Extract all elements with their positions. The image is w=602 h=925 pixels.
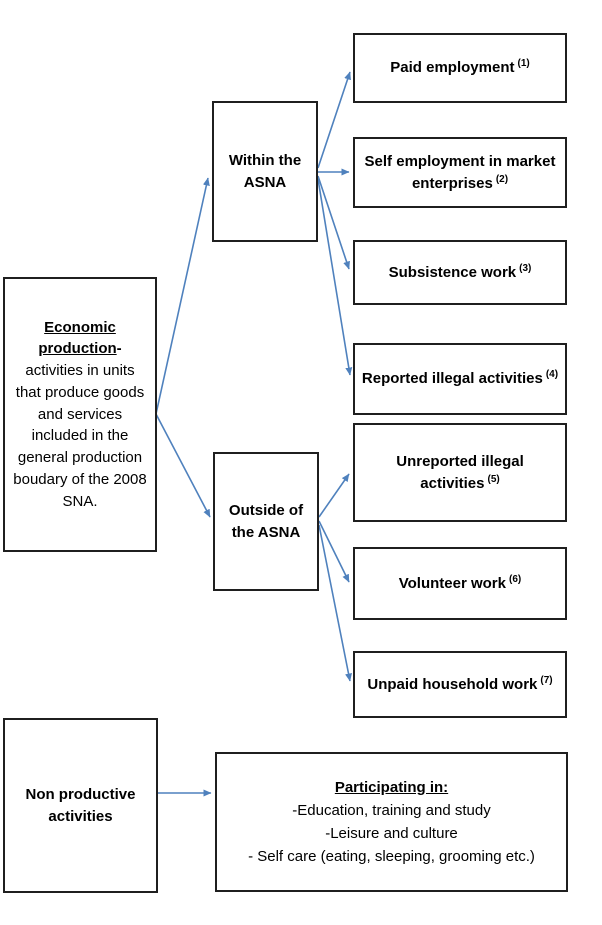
volunteer-work-text <box>399 573 521 595</box>
subsistence-work-text <box>389 262 532 284</box>
node-subsistence-work <box>353 240 567 305</box>
node-non-productive-activities <box>3 718 158 893</box>
node-unpaid-household-work <box>353 651 567 718</box>
arrow-within-to-subsistence-work <box>318 176 349 269</box>
within-asna-label: Within the ASNA <box>228 151 302 191</box>
non-productive-label: Non productive activities <box>25 785 136 825</box>
unreported-illegal-ref: (5) <box>487 473 500 485</box>
node-volunteer-work <box>353 547 567 620</box>
volunteer-work-label: Volunteer work <box>398 574 506 592</box>
participating-item-education: -Education, training and study <box>292 801 491 819</box>
self-employment-ref: (2) <box>495 173 509 185</box>
node-paid-employment <box>353 33 567 103</box>
economic-production-body: activities in units that produce goods and services included in the general production boudary of the 2008 SNA. <box>13 362 147 510</box>
participating-item-self-care: - Self care (eating, sleeping, grooming etc.) <box>248 848 535 866</box>
arrow-within-to-paid-employment <box>318 72 350 168</box>
unpaid-household-ref: (7) <box>540 674 553 686</box>
node-economic-production <box>3 277 157 552</box>
participating-text <box>248 776 535 869</box>
paid-employment-ref: (1) <box>517 58 530 70</box>
outside-asna-label: Outside of the ASNA <box>228 501 304 541</box>
self-employment-text <box>361 151 559 195</box>
node-outside-asna <box>213 452 319 591</box>
reported-illegal-text <box>362 368 558 390</box>
node-unreported-illegal-activities <box>353 423 567 522</box>
unreported-illegal-text <box>361 451 559 495</box>
arrow-outside-to-unpaid-household <box>319 525 350 681</box>
unpaid-household-label: Unpaid household work <box>367 675 538 693</box>
economic-production-text <box>11 317 149 513</box>
paid-employment-text <box>390 57 529 79</box>
node-participating-in <box>215 752 568 892</box>
subsistence-work-label: Subsistence work <box>388 263 517 281</box>
participating-item-leisure: -Leisure and culture <box>325 825 458 842</box>
node-self-employment <box>353 137 567 208</box>
subsistence-work-ref: (3) <box>519 262 532 274</box>
arrow-outside-to-unreported-illegal <box>319 474 349 517</box>
unpaid-household-text <box>367 674 552 696</box>
arrow-economic-to-outside-asna <box>156 414 210 517</box>
economic-production-title: Economic production <box>38 318 117 358</box>
economic-production-title-suffix: - <box>116 340 122 358</box>
paid-employment-label: Paid employment <box>390 59 515 77</box>
self-employment-label: Self employment in market enterprises <box>364 152 556 192</box>
arrow-economic-to-within-asna <box>156 178 208 414</box>
arrow-outside-to-volunteer-work <box>319 521 349 582</box>
arrow-within-to-reported-illegal <box>318 179 350 375</box>
unreported-illegal-label: Unreported illegal activities <box>396 452 524 492</box>
participating-heading: Participating in: <box>334 778 449 796</box>
volunteer-work-ref: (6) <box>509 573 522 585</box>
reported-illegal-ref: (4) <box>545 369 559 381</box>
reported-illegal-label: Reported illegal activities <box>361 370 543 388</box>
node-reported-illegal-activities <box>353 343 567 415</box>
node-within-asna <box>212 101 318 242</box>
